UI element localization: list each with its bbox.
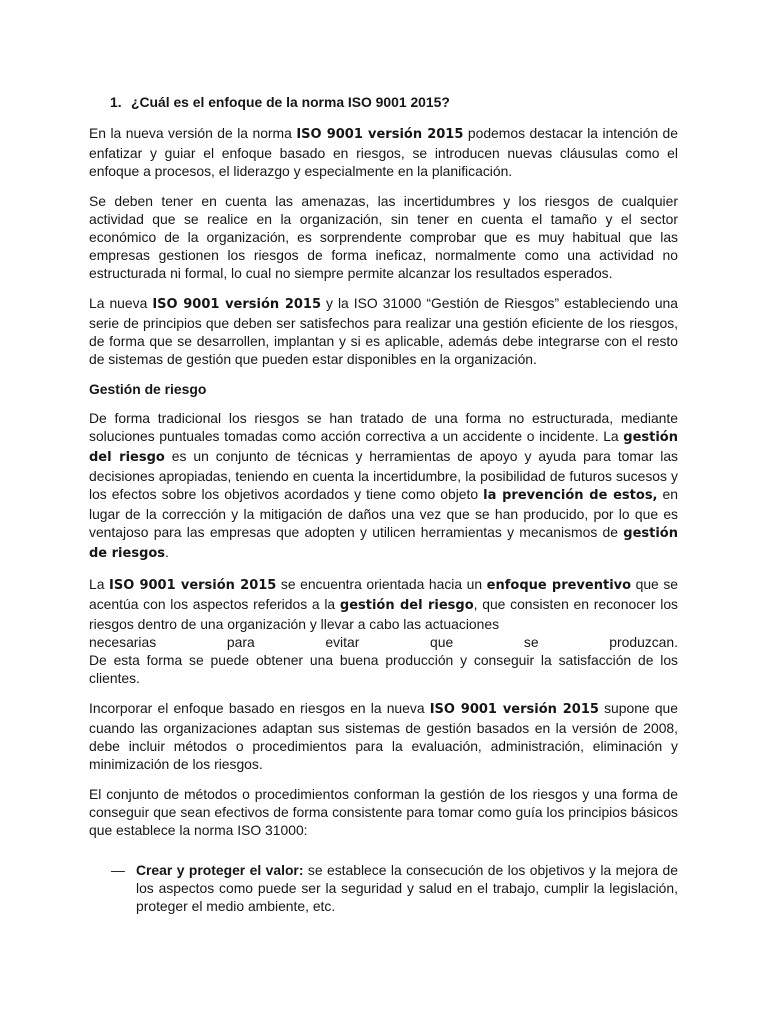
- text-run: De forma tradicional los riesgos se han tratado de una forma no estructurada, mediante soluciones puntuales tomadas como acción correctiva a un accidente o incidente. La: [89, 410, 678, 444]
- bold-run: ISO 9001 versión 2015: [429, 702, 599, 717]
- text-run: se encuentra orientada hacia un: [276, 576, 487, 592]
- text-run: que se acentúa con los aspectos referidos a la: [89, 576, 678, 612]
- bold-run: gestión del riesgo: [89, 430, 678, 465]
- bullet-text: [136, 861, 678, 915]
- spread-word: que: [430, 634, 454, 650]
- paragraph-incorporation: [89, 699, 678, 773]
- bold-run: la prevención de estos,: [483, 488, 658, 503]
- spread-word: evitar: [325, 634, 360, 650]
- text-run: Incorporar el enfoque basado en riesgos en la nueva: [89, 700, 430, 716]
- text-run: , que consisten en reconocer los riesgos dentro de una organización y llevar a cabo las actuaciones: [89, 596, 678, 632]
- heading-number: 1.: [110, 94, 122, 110]
- paragraph-iso-version-intro: [89, 124, 678, 180]
- text-run: La: [89, 576, 109, 592]
- bold-run: ISO 9001 versión 2015: [152, 297, 322, 312]
- bold-run: gestión del riesgo: [339, 598, 474, 613]
- text-run: .: [165, 544, 169, 560]
- heading-title: ¿Cuál es el enfoque de la norma ISO 9001 2015?: [131, 94, 450, 110]
- text-run: en lugar de la corrección y la mitigación de daños una vez que se han producido, por lo que es ventajoso para las empresas que adopten y utilicen herramientas y mecanismos de: [89, 486, 679, 540]
- text-run: En la nueva versión de la norma: [89, 125, 297, 141]
- spread-word: se: [523, 634, 539, 650]
- text-run: Se deben tener en cuenta las amenazas, las incertidumbres y los riesgos de cualquier actividad que se realice en la organización, sin tener en cuenta el tamaño y el sector económico de la organización, es sorprendente comprobar que es muy habitual que las empresas gestionen los riesgos de forma ineficaz, normalmente como una actividad no estructurada ni formal, lo cual no siempre permite alcanzar los resultados esperados.: [89, 193, 678, 281]
- bold-run: Crear y proteger el valor:: [136, 862, 304, 878]
- spread-line: [89, 633, 678, 651]
- spread-word: necesarias: [89, 634, 157, 650]
- bold-run: ISO 9001 versión 2015: [296, 127, 464, 142]
- paragraph-iso-31000: [89, 294, 678, 368]
- bold-run: ISO 9001 versión 2015: [109, 578, 277, 593]
- paragraph-preventive-approach: [89, 575, 678, 687]
- text-run: podemos destacar la intención de enfatizar y guiar el enfoque basado en riesgos, se introducen nuevas cláusulas como el enfoque a procesos, el liderazgo y especialmente en la planificación.: [89, 125, 679, 179]
- bullet-dash: —: [111, 862, 125, 878]
- text-run: supone que cuando las organizaciones adaptan sus sistemas de gestión basados en la versión de 2008, debe incluir métodos o procedimientos para la evaluación, administración, eliminación y minimización de los riesgos.: [89, 700, 678, 772]
- section-title: Gestión de riesgo: [89, 381, 207, 397]
- paragraph-threats: [89, 192, 678, 282]
- bullet-item-create-value: [111, 861, 678, 915]
- spread-word: para: [226, 634, 255, 650]
- text-run: se establece la consecución de los objetivos y la mejora de los aspectos como puede ser la seguridad y salud en el trabajo, cumplir la legislación, proteger el medio ambiente, etc.: [136, 862, 678, 914]
- text-run: De esta forma se puede obtener una buena producción y conseguir la satisfacción de los clientes.: [89, 652, 678, 686]
- text-run: La nueva: [89, 295, 153, 311]
- bold-run: gestión de riesgos: [89, 526, 678, 561]
- text-run: es un conjunto de técnicas y herramientas de apoyo y ayuda para tomar las decisiones apropiadas, teniendo en cuenta la incertidumbre, la posibilidad de futuros sucesos y los efectos sobre los objetivos acordados y tiene como objeto: [89, 448, 679, 502]
- text-run: y la ISO 31000 “Gestión de Riesgos” estableciendo una serie de principios que deben ser satisfechos para realizar una gestión eficiente de los riesgos, de forma que se desarrollen, implantan y si es aplicable, además debe integrarse con el resto de sistemas de gestión que pueden estar disponibles en la organización.: [89, 295, 678, 367]
- paragraph-risk-management: [89, 409, 678, 563]
- text-run: El conjunto de métodos o procedimientos conforman la gestión de los riesgos y una forma de conseguir que sean efectivos de forma consistente para tomar como guía los principios básicos que establece la norma ISO 31000:: [89, 786, 678, 838]
- spread-word: produzcan.: [609, 634, 678, 650]
- document-page: [89, 93, 678, 915]
- bold-run: enfoque preventivo: [486, 578, 632, 593]
- question-heading: [110, 93, 678, 111]
- paragraph-methods: [89, 785, 678, 839]
